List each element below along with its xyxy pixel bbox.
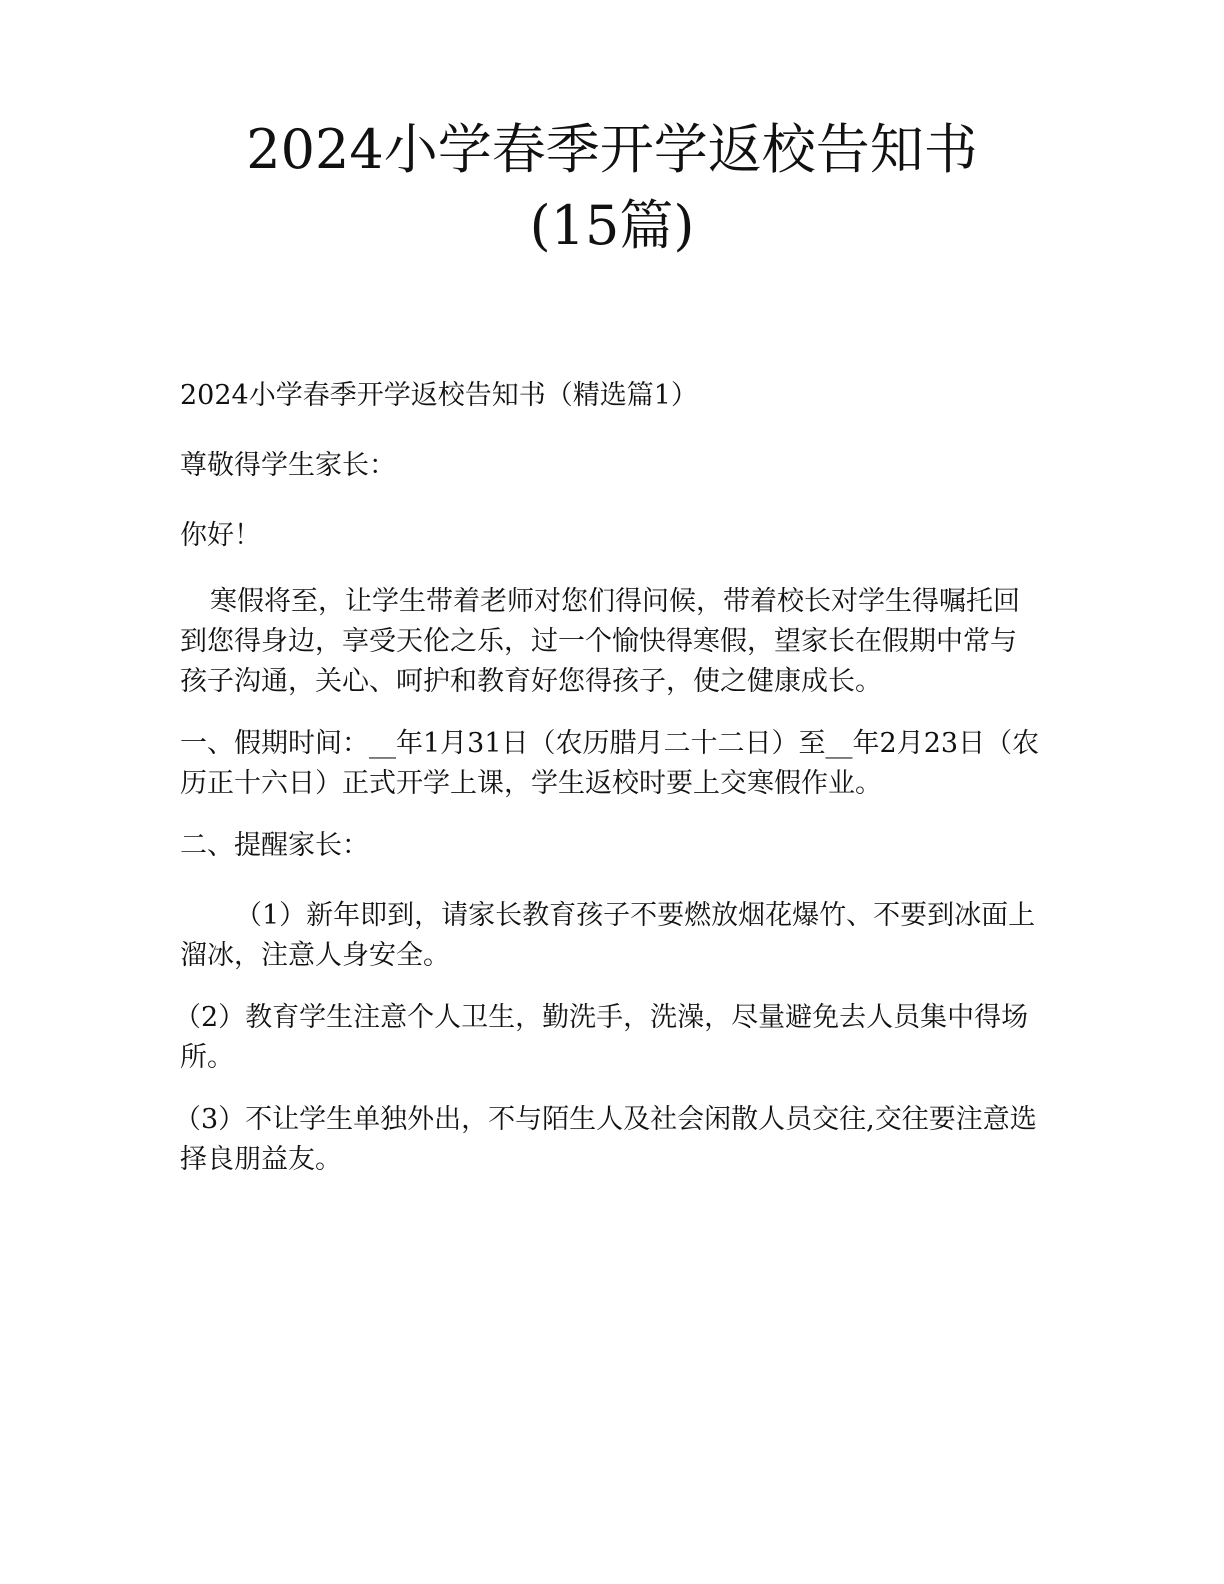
holiday-time-paragraph: 一、假期时间：__年1月31日（农历腊月二十二日）至__年2月23日（农历正十六日）正式开学上课，学生返校时要上交寒假作业。	[180, 728, 1040, 799]
reminder-heading: 二、提醒家长：	[180, 830, 369, 861]
document-title	[150, 112, 1074, 264]
salutation: 尊敬得学生家长：	[180, 450, 396, 481]
greeting: 你好！	[180, 520, 261, 551]
reminder-item-2: （2）教育学生注意个人卫生，勤洗手，洗澡，尽量避免去人员集中得场所。	[174, 1002, 1029, 1073]
title-line-2: (15篇)	[529, 194, 695, 257]
intro-paragraph: 寒假将至，让学生带着老师对您们得问候，带着校长对学生得嘱托回到您得身边，享受天伦之乐，过一个愉快得寒假，望家长在假期中常与孩子沟通，关心、呵护和教育好您得孩子，使之健康成长。	[180, 586, 1020, 697]
section-heading: 2024小学春季开学返校告知书（精选篇1）	[180, 380, 698, 411]
document-body	[174, 376, 1040, 1202]
reminder-item-1: （1）新年即到，请家长教育孩子不要燃放烟花爆竹、不要到冰面上溜冰，注意人身安全。	[180, 900, 1036, 971]
reminder-item-3: （3）不让学生单独外出，不与陌生人及社会闲散人员交往,交往要注意选择良朋益友。	[174, 1104, 1037, 1175]
title-line-1: 2024小学春季开学返校告知书	[246, 118, 978, 181]
